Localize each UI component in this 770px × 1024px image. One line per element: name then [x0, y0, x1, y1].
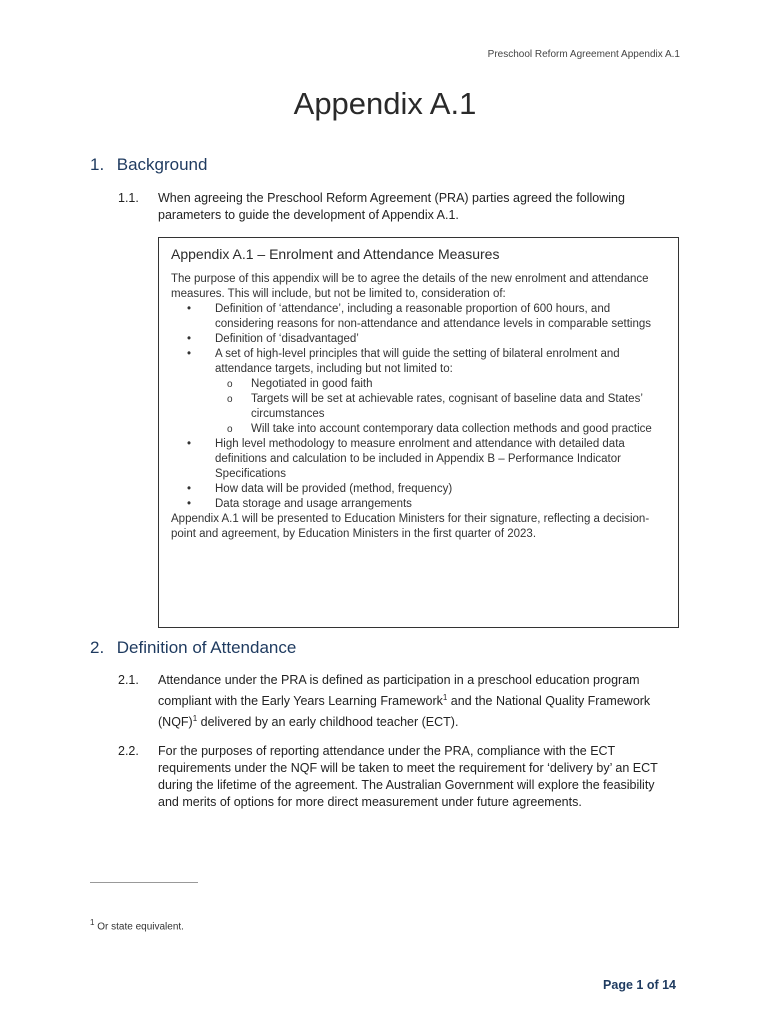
- clause-text: For the purposes of reporting attendance under the PRA, compliance with the ECT requirements under the NQF will be taken to meet the requirement for ‘delivery by’ an ECT during the lifetime of the agreement. The Australian Government will explore the feasibility and merits of options for more direct measurement under future agreements.: [158, 744, 658, 809]
- clause-1-1: [118, 190, 678, 224]
- clause-text: When agreeing the Preschool Reform Agreement (PRA) parties agreed the following parameters to guide the development of Appendix A.1.: [158, 191, 625, 222]
- sub-bullet-list: [225, 377, 666, 437]
- clause-2-2: [118, 743, 678, 811]
- clause-text-part: delivered by an early childhood teacher (ECT).: [197, 715, 459, 730]
- section-number: 2.: [90, 638, 105, 657]
- list-item: • High level methodology to measure enrolment and attendance with detailed data definitions and calculation to be included in Appendix B – Performance Indicator Specifications: [187, 437, 666, 482]
- sub-list-item: o Will take into account contemporary data collection methods and good practice: [225, 422, 666, 437]
- sub-list-item: o Negotiated in good faith: [225, 377, 666, 392]
- sub-list-item: o Targets will be set at achievable rates, cognisant of baseline data and States’ circumstances: [225, 392, 666, 422]
- clause-2-1: [118, 672, 678, 731]
- page-number: Page 1 of 14: [603, 978, 676, 992]
- list-item: • Data storage and usage arrangements: [187, 497, 666, 512]
- box-bullet-list: [187, 302, 666, 512]
- list-item: • Definition of ‘attendance’, including a reasonable proportion of 600 hours, and considering reasons for non-attendance and attendance levels in comparable settings: [187, 302, 666, 332]
- section-title: Background: [116, 155, 208, 174]
- footnote-divider: [90, 882, 198, 883]
- section-number: 1.: [90, 155, 105, 174]
- section-title: Definition of Attendance: [116, 638, 297, 657]
- clause-text-part: Attendance under the PRA is defined as participation in a preschool education program compliant with the Early Years Learning Framework: [158, 673, 640, 709]
- box-intro: The purpose of this appendix will be to agree the details of the new enrolment and attendance measures. This will include, but not be limited to, consideration of:: [171, 273, 649, 300]
- section-heading-background: [90, 155, 207, 175]
- clause-number: 2.1.: [118, 673, 139, 687]
- list-item: • Definition of ‘disadvantaged’: [187, 332, 666, 347]
- clause-text: [158, 672, 678, 731]
- enrolment-attendance-box: [158, 237, 679, 628]
- box-closing: Appendix A.1 will be presented to Education Ministers for their signature, reflecting a decision-point and agreement, by Education Ministers in the first quarter of 2023.: [171, 513, 650, 540]
- footnote-marker: 1: [90, 918, 95, 927]
- list-item: [187, 347, 666, 437]
- clause-number: 1.1.: [118, 191, 139, 205]
- footnote-text: Or state equivalent.: [94, 921, 184, 933]
- section-heading-attendance: [90, 638, 296, 658]
- running-header: Preschool Reform Agreement Appendix A.1: [487, 49, 680, 60]
- clause-text-part: and the National Quality Framework (NQF): [158, 694, 651, 730]
- footnote-ref[interactable]: 1: [192, 714, 198, 724]
- box-title: Appendix A.1 – Enrolment and Attendance Measures: [171, 246, 500, 262]
- list-item-text: A set of high-level principles that will guide the setting of bilateral enrolment and attendance targets, including but not limited to:: [215, 348, 620, 375]
- footnote: [90, 918, 184, 932]
- footnote-ref[interactable]: 1: [442, 693, 448, 702]
- clause-number: 2.2.: [118, 744, 139, 758]
- list-item: • How data will be provided (method, frequency): [187, 482, 666, 497]
- document-title: Appendix A.1: [293, 86, 477, 121]
